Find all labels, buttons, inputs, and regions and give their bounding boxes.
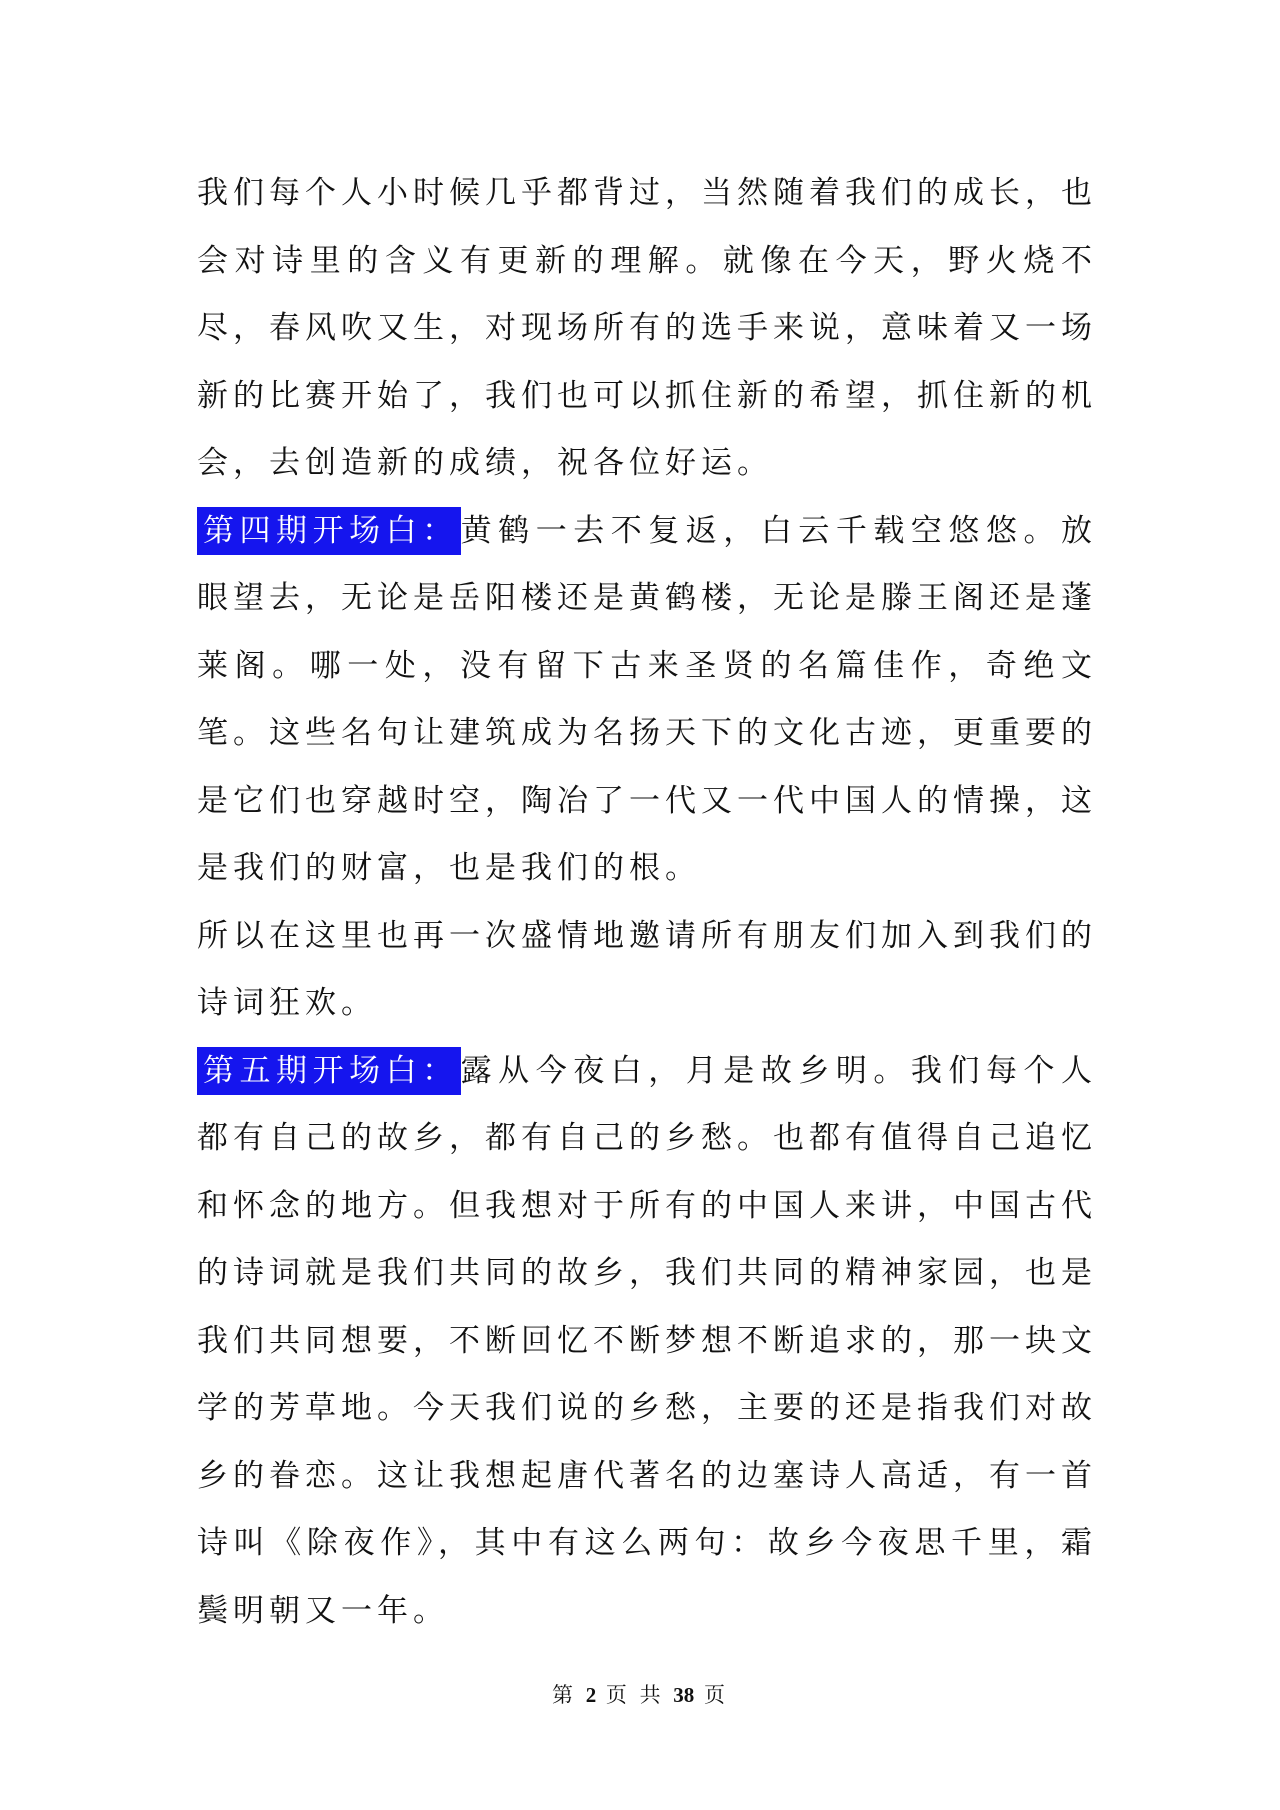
- paragraph-1: [197, 160, 1097, 498]
- paragraph-4-text: 露从今夜白，月是故乡明。我们每个人都有自己的故乡，都有自己的乡愁。也都有值得自己追忆和怀念的地方。但我想对于所有的中国人来讲，中国古代的诗词就是我们共同的故乡，我们共同的精神家园，也是我们共同想要，不断回忆不断梦想不断追求的，那一块文学的芳草地。今天我们说的乡愁，主要的还是指我们对故乡的眷恋。这让我想起唐代著名的边塞诗人高适，有一首诗叫《除夜作》，其中有这么两句：故乡今夜思千里，霜鬓明朝又一年。: [197, 1052, 1098, 1629]
- paragraph-2: [197, 498, 1097, 903]
- page-footer: [0, 1679, 1280, 1709]
- document-body: [197, 160, 1097, 1645]
- footer-prefix: 第: [552, 1683, 577, 1707]
- footer-middle: 页 共: [605, 1683, 664, 1707]
- paragraph-2-text: 黄鹤一去不复返，白云千载空悠悠。放眼望去，无论是岳阳楼还是黄鹤楼，无论是滕王阁还是蓬莱阁。哪一处，没有留下古来圣贤的名篇佳作，奇绝文笔。这些名句让建筑成为名扬天下的文化古迹，更重要的是它们也穿越时空，陶冶了一代又一代中国人的情操，这是我们的财富，也是我们的根。: [197, 512, 1098, 886]
- paragraph-3: [197, 903, 1097, 1038]
- paragraph-1-text: 我们每个人小时候几乎都背过，当然随着我们的成长，也会对诗里的含义有更新的理解。就像在今天，野火烧不尽，春风吹又生，对现场所有的选手来说，意味着又一场新的比赛开始了，我们也可以抓住新的希望，抓住新的机会，去创造新的成绩，祝各位好运。: [197, 175, 1097, 481]
- footer-page-number: 2: [585, 1683, 597, 1707]
- footer-total-pages: 38: [673, 1683, 695, 1707]
- footer-suffix: 页: [703, 1683, 728, 1707]
- paragraph-4: [197, 1038, 1097, 1646]
- paragraph-3-text: 所以在这里也再一次盛情地邀请所有朋友们加入到我们的诗词狂欢。: [197, 917, 1097, 1021]
- section-label-episode-4: 第四期开场白：: [197, 507, 461, 555]
- section-label-episode-5: 第五期开场白：: [197, 1047, 461, 1095]
